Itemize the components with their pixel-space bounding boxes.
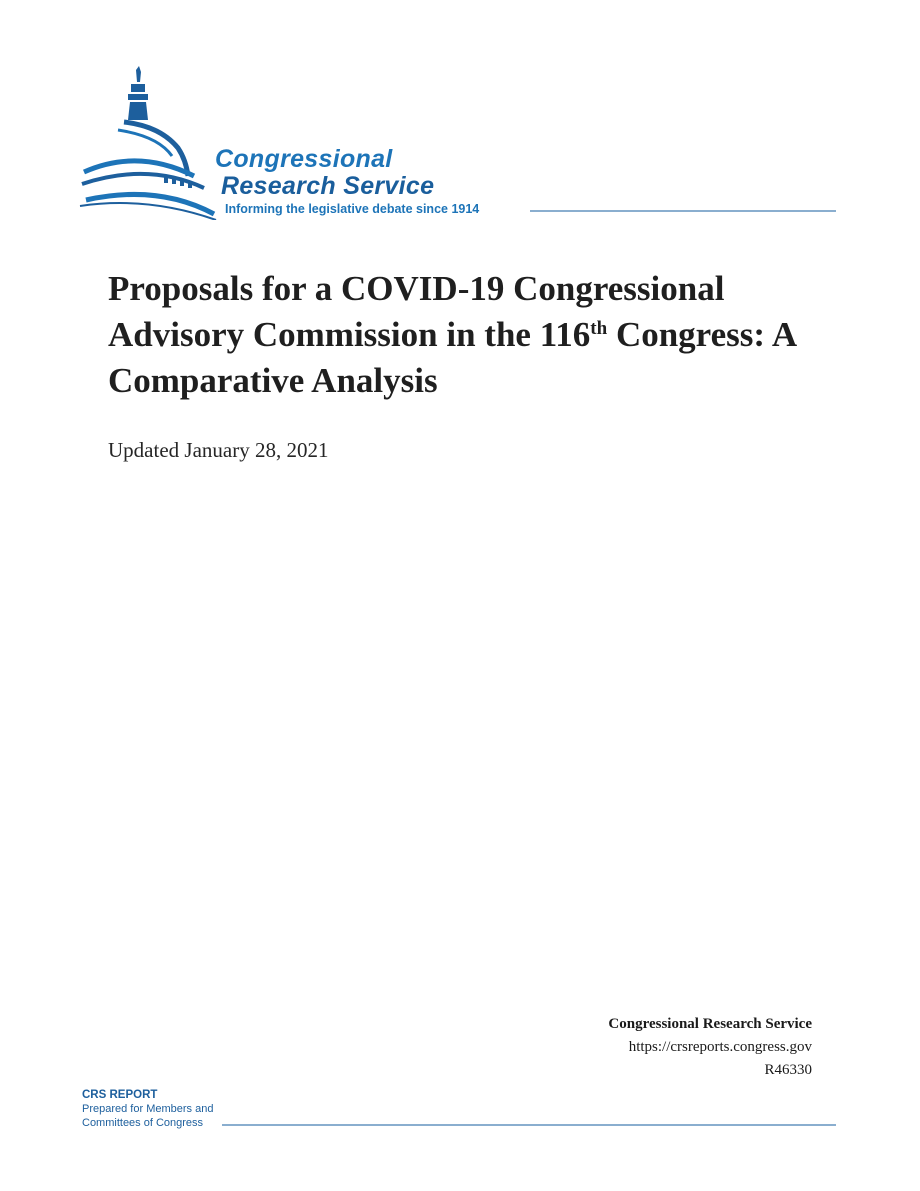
title-part1: Proposals for a COVID-19 Congressional Advisory Commission in the 116 <box>108 269 725 354</box>
logo-wordmark <box>215 146 434 200</box>
capitol-dome-icon <box>78 64 218 220</box>
report-title <box>108 266 848 404</box>
logo-name-line2: Research Service <box>221 172 435 200</box>
logo-name-line1: Congressional <box>215 145 393 173</box>
logo-tagline: Informing the legislative debate since 1914 <box>225 202 480 216</box>
title-part2: Congress: A Comparative Analysis <box>108 315 796 400</box>
footer-divider <box>222 1124 836 1126</box>
updated-date: Updated January 28, 2021 <box>108 438 329 462</box>
footer-label <box>82 1088 213 1130</box>
footer-line3: Committees of Congress <box>82 1117 204 1129</box>
tagline-divider <box>530 210 836 212</box>
report-id: R46330 <box>764 1062 812 1078</box>
publisher-url[interactable]: https://crsreports.congress.gov <box>628 1039 812 1055</box>
footer-line2: Prepared for Members and <box>82 1103 214 1115</box>
title-superscript: th <box>590 318 608 339</box>
footer-report-kind: CRS REPORT <box>82 1089 158 1101</box>
publisher-block <box>608 1013 812 1082</box>
publisher-organization: Congressional Research Service <box>608 1016 812 1032</box>
crs-logo <box>78 64 838 224</box>
